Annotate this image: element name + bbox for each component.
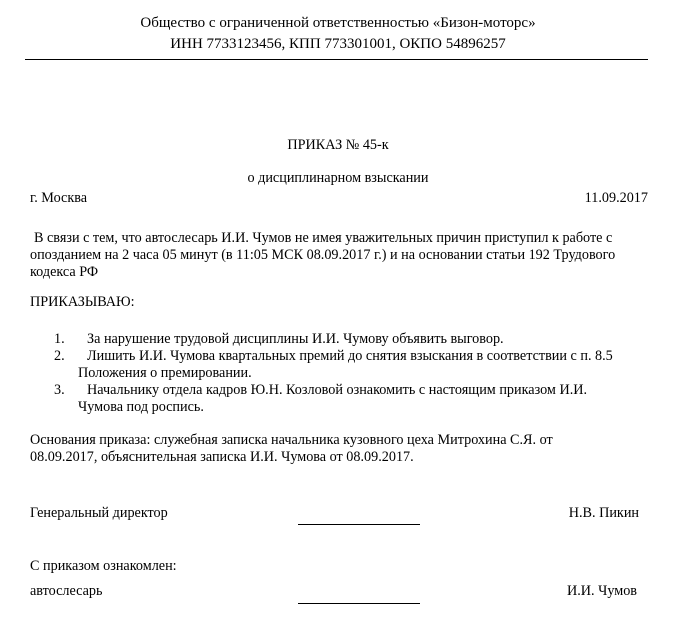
director-signature-line	[298, 524, 420, 525]
preamble-line-3: кодекса РФ	[30, 264, 99, 280]
list-item-text: Лишить И.И. Чумова квартальных премий до снятия взыскания в соответствии с п. 8.5	[87, 348, 613, 364]
order-word: ПРИКАЗЫВАЮ:	[30, 294, 135, 310]
company-name: Общество с ограниченной ответственностью «Бизон-моторс»	[140, 15, 536, 31]
preamble-line-2: опозданием на 2 часа 05 минут (в 11:05 МСК 08.09.2017 г.) и на основании статьи 192 Трудового	[30, 247, 616, 263]
basis-line-2: 08.09.2017, объяснительная записка И.И. Чумова от 08.09.2017.	[30, 449, 414, 465]
order-title: ПРИКАЗ № 45-к	[287, 137, 389, 153]
director-title: Генеральный директор	[30, 505, 168, 521]
employee-title: автослесарь	[30, 583, 103, 599]
acquainted-label: С приказом ознакомлен:	[30, 558, 177, 574]
preamble-line-1: В связи с тем, что автослесарь И.И. Чумов не имея уважительных причин приступил к работе с	[34, 230, 613, 246]
employee-name: И.И. Чумов	[566, 583, 637, 599]
list-item-1	[54, 331, 504, 348]
order-subject: о дисциплинарном взыскании	[247, 170, 429, 186]
list-item-number: 3.	[54, 382, 65, 398]
list-item-number: 1.	[54, 331, 65, 347]
order-city: г. Москва	[30, 190, 88, 206]
list-item-text: За нарушение трудовой дисциплины И.И. Чумову объявить выговор.	[87, 331, 504, 347]
order-date: 11.09.2017	[584, 190, 648, 206]
list-item-text: Начальнику отдела кадров Ю.Н. Козловой ознакомить с настоящим приказом И.И.	[87, 382, 588, 398]
list-item-3	[54, 382, 587, 399]
header-divider	[25, 59, 648, 60]
employee-signature-line	[298, 603, 420, 604]
company-ids: ИНН 7733123456, КПП 773301001, ОКПО 54896257	[170, 36, 506, 52]
basis-line-1: Основания приказа: служебная записка начальника кузовного цеха Митрохина С.Я. от	[30, 432, 553, 448]
list-item-2	[54, 348, 613, 365]
list-item-3-continuation: Чумова под роспись.	[78, 399, 204, 415]
list-item-2-continuation: Положения о премировании.	[78, 365, 252, 381]
list-item-number: 2.	[54, 348, 65, 364]
director-name: Н.В. Пикин	[568, 505, 639, 521]
